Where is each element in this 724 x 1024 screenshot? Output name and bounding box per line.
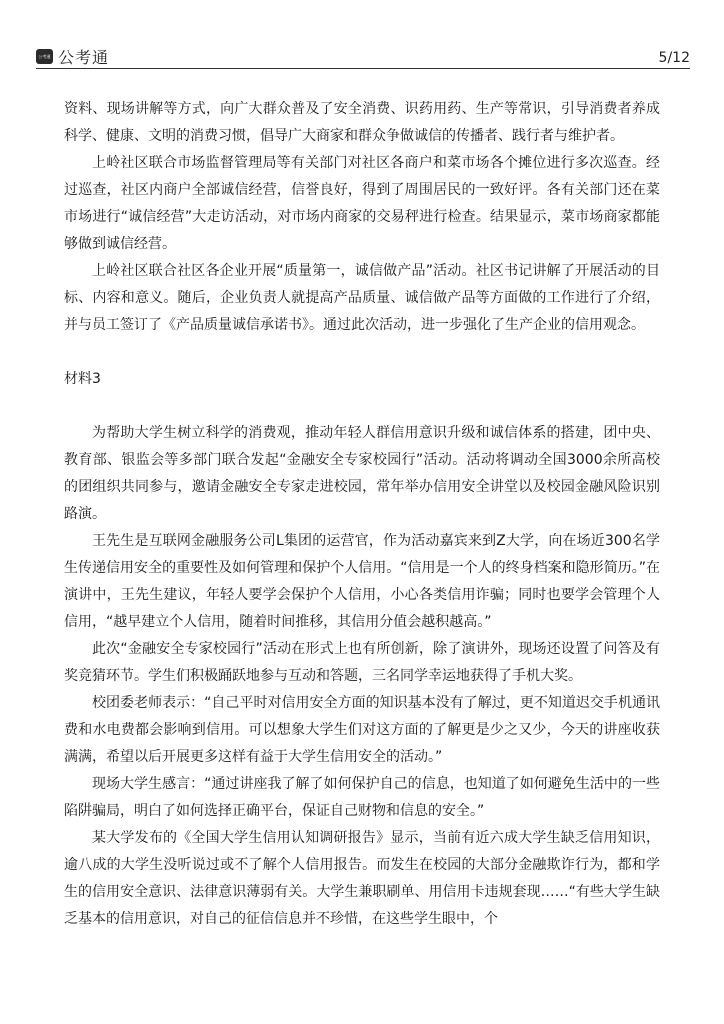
page-number: 5/12 — [658, 50, 690, 66]
paragraph: 资料、现场讲解等方式，向广大群众普及了安全消费、识药用药、生产等常识，引导消费者养成科学、健康、文明的消费习惯，倡导广大商家和群众争做诚信的传播者、践行者与维护者。 — [64, 101, 660, 144]
paragraph: 上岭社区联合市场监督管理局等有关部门对社区各商户和菜市场各个摊位进行多次巡查。经过巡查，社区内商户全部诚信经营，信誉良好，得到了周围居民的一致好评。各有关部门还在菜市场进行“诚信经营”大走访活动，对市场内商家的交易秤进行检查。结果显示，菜市场商家都能够做到诚信经营。 — [64, 155, 660, 252]
document-body — [64, 96, 660, 933]
paragraph: 某大学发布的《全国大学生信用认知调研报告》显示，当前有近六成大学生缺乏信用知识，逾八成的大学生没听说过或不了解个人信用报告。而发生在校园的大部分金融欺诈行为，都和学生的信用安全意识、法律意识薄弱有关。大学生兼职刷单、用信用卡违规套现……“有些大学生缺乏基本的信用意识，对自己的征信信息并不珍惜，在这些学生眼中，个 — [64, 830, 660, 927]
page-header — [0, 0, 724, 70]
brand-logo[interactable] — [36, 45, 109, 68]
paragraph: 现场大学生感言：“通过讲座我了解了如何保护自己的信息，也知道了如何避免生活中的一些陷阱骗局，明白了如何选择正确平台，保证自己财物和信息的安全。” — [64, 776, 660, 819]
logo-icon: 公考通 — [36, 49, 53, 64]
paragraph: 校团委老师表示：“自己平时对信用安全方面的知识基本没有了解过，更不知道迟交手机通讯费和水电费都会影响到信用。可以想象大学生们对这方面的了解更是少之又少，今天的讲座收获满满，希望以后开展更多这样有益于大学生信用安全的活动。” — [64, 695, 660, 765]
paragraph: 上岭社区联合社区各企业开展“质量第一，诚信做产品”活动。社区书记讲解了开展活动的目标、内容和意义。随后，企业负责人就提高产品质量、诚信做产品等方面做的工作进行了介绍，并与员工签订了《产品质量诚信承诺书》。通过此次活动，进一步强化了生产企业的信用观念。 — [64, 263, 660, 333]
paragraph: 此次“金融安全专家校园行”活动在形式上也有所创新，除了演讲外，现场还设置了问答及有奖竞猜环节。学生们积极踊跃地参与互动和答题，三名同学幸运地获得了手机大奖。 — [64, 641, 660, 684]
brand-name: 公考通 — [58, 48, 110, 67]
header-divider — [36, 68, 690, 69]
paragraph: 王先生是互联网金融服务公司L集团的运营官，作为活动嘉宾来到Z大学，向在场近300名学生传递信用安全的重要性及如何管理和保护个人信用。“信用是一个人的终身档案和隐形简历。”在演讲中，王先生建议，年轻人要学会保护个人信用，小心各类信用诈骗；同时也要学会管理个人信用，“越早建立个人信用，随着时间推移，其信用分值会越积越高。” — [64, 533, 660, 630]
section-heading: 材料3 — [64, 371, 101, 387]
paragraph: 为帮助大学生树立科学的消费观，推动年轻人群信用意识升级和诚信体系的搭建，团中央、教育部、银监会等多部门联合发起“金融安全专家校园行”活动。活动将调动全国3000余所高校的团组织共同参与，邀请金融安全专家走进校园，常年举办信用安全讲堂以及校园金融风险识别路演。 — [64, 425, 660, 522]
